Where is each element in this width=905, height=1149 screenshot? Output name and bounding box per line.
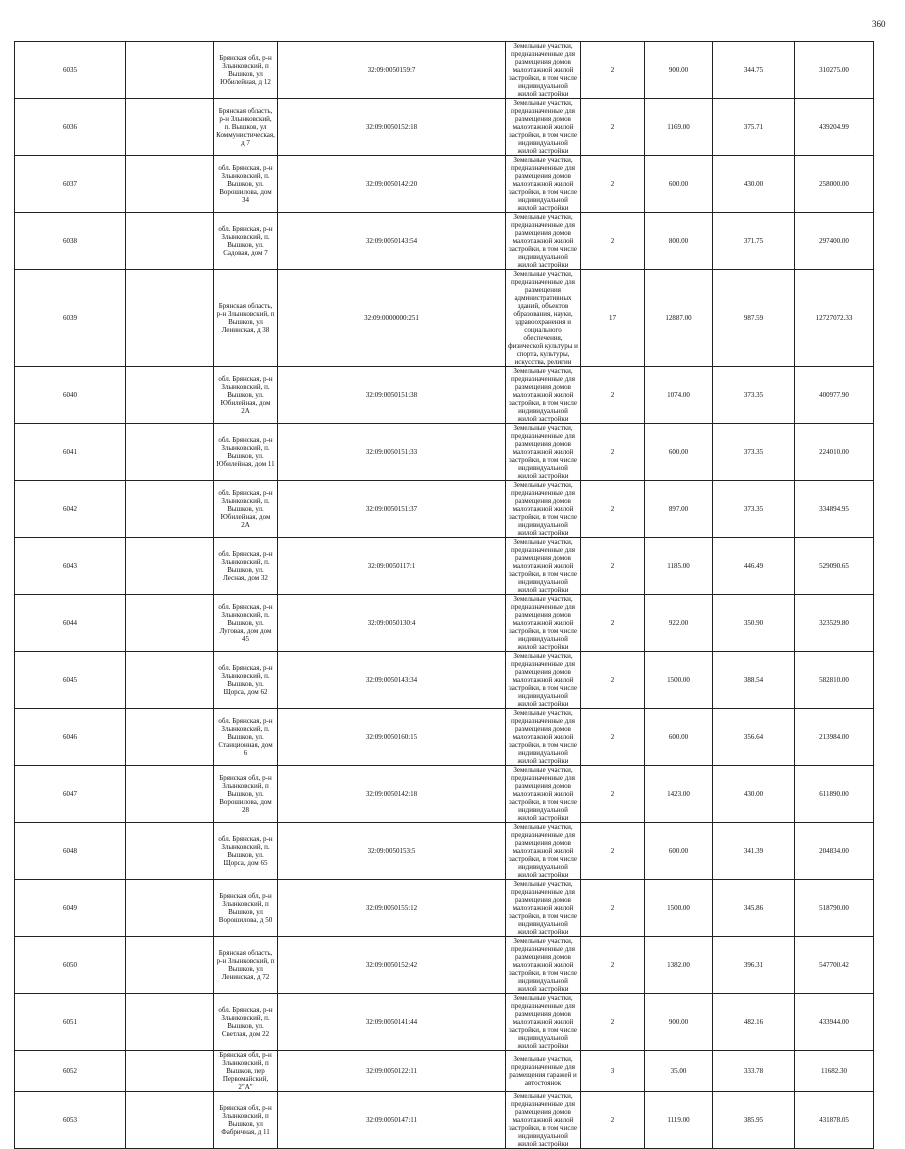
row-number-cell: 6052 xyxy=(15,1051,126,1092)
use-group-cell: 2 xyxy=(581,367,645,424)
specific-value-cell: 345.86 xyxy=(713,880,795,937)
land-use-purpose-cell: Земельные участки, предназначенные для размещения административных зданий, объектов образования, науки, здравоохранения и социального обеспечения, физической культуры и спорта, культуры, искусства, религии xyxy=(506,270,581,367)
row-number-cell: 6046 xyxy=(15,709,126,766)
land-use-purpose-cell: Земельные участки, предназначенные для размещения домов малоэтажной жилой застройки, в том числе индивидуальной жилой застройки xyxy=(506,99,581,156)
table-row xyxy=(15,270,874,367)
cadastral-number-cell: 32:09:0050152:18 xyxy=(278,99,506,156)
empty-cell xyxy=(126,424,214,481)
area-cell: 900.00 xyxy=(645,994,713,1051)
address-cell: обл. Брянская, р-н Злынковский, п. Вышков, ул. Юбилейная, дом 2А xyxy=(214,481,278,538)
cadastral-value-cell: 224010.00 xyxy=(795,424,874,481)
land-use-purpose-cell: Земельные участки, предназначенные для размещения домов малоэтажной жилой застройки, в том числе индивидуальной жилой застройки xyxy=(506,766,581,823)
specific-value-cell: 373.35 xyxy=(713,481,795,538)
empty-cell xyxy=(126,766,214,823)
empty-cell xyxy=(126,880,214,937)
specific-value-cell: 388.54 xyxy=(713,652,795,709)
specific-value-cell: 482.16 xyxy=(713,994,795,1051)
cadastral-number-cell: 32:09:0050130:4 xyxy=(278,595,506,652)
land-use-purpose-cell: Земельные участки, предназначенные для размещения домов малоэтажной жилой застройки, в том числе индивидуальной жилой застройки xyxy=(506,994,581,1051)
cadastral-number-cell: 32:09:0050152:42 xyxy=(278,937,506,994)
cadastral-number-cell: 32:09:0050142:20 xyxy=(278,156,506,213)
area-cell: 1185.00 xyxy=(645,538,713,595)
land-use-purpose-cell: Земельные участки, предназначенные для размещения домов малоэтажной жилой застройки, в том числе индивидуальной жилой застройки xyxy=(506,709,581,766)
cadastral-value-cell: 611890.00 xyxy=(795,766,874,823)
area-cell: 922.00 xyxy=(645,595,713,652)
land-use-purpose-cell: Земельные участки, предназначенные для размещения домов малоэтажной жилой застройки, в том числе индивидуальной жилой застройки xyxy=(506,823,581,880)
specific-value-cell: 341.39 xyxy=(713,823,795,880)
use-group-cell: 2 xyxy=(581,880,645,937)
cadastral-value-cell: 431878.05 xyxy=(795,1092,874,1149)
cadastral-number-cell: 32:09:0050151:37 xyxy=(278,481,506,538)
area-cell: 900.00 xyxy=(645,42,713,99)
specific-value-cell: 350.90 xyxy=(713,595,795,652)
row-number-cell: 6053 xyxy=(15,1092,126,1149)
cadastral-value-cell: 310275.00 xyxy=(795,42,874,99)
cadastral-value-cell: 204834.00 xyxy=(795,823,874,880)
address-cell: обл. Брянская, р-н Злынковский, п. Вышков, ул. Щорса, дом 62 xyxy=(214,652,278,709)
cadastral-value-cell: 297400.00 xyxy=(795,213,874,270)
table-row xyxy=(15,652,874,709)
specific-value-cell: 333.78 xyxy=(713,1051,795,1092)
address-cell: обл. Брянская, р-н Злынковский, п. Вышков, ул. Юбилейная, дом 11 xyxy=(214,424,278,481)
address-cell: Брянская обл, р-н Злынковский, п Вышков, пер Первомайский, 2"А" xyxy=(214,1051,278,1092)
use-group-cell: 2 xyxy=(581,42,645,99)
address-cell: Брянская обл, р-н Злынковский, п Вышков, ул Ворошилова, д 50 xyxy=(214,880,278,937)
cadastral-number-cell: 32:09:0050143:54 xyxy=(278,213,506,270)
land-use-purpose-cell: Земельные участки, предназначенные для размещения домов малоэтажной жилой застройки, в том числе индивидуальной жилой застройки xyxy=(506,595,581,652)
address-cell: обл. Брянская, р-н Злынковский, п. Вышков, ул. Юбилейная, дом 2А xyxy=(214,367,278,424)
specific-value-cell: 430.00 xyxy=(713,766,795,823)
cadastral-number-cell: 32:09:0000000:251 xyxy=(278,270,506,367)
empty-cell xyxy=(126,709,214,766)
empty-cell xyxy=(126,99,214,156)
use-group-cell: 2 xyxy=(581,994,645,1051)
address-cell: обл. Брянская, р-н Злынковский, п. Вышков, ул. Станционная, дом 6 xyxy=(214,709,278,766)
cadastral-value-cell: 582810.00 xyxy=(795,652,874,709)
land-use-purpose-cell: Земельные участки, предназначенные для размещения домов малоэтажной жилой застройки, в том числе индивидуальной жилой застройки xyxy=(506,156,581,213)
cadastral-value-cell: 547700.42 xyxy=(795,937,874,994)
specific-value-cell: 396.31 xyxy=(713,937,795,994)
cadastral-value-cell: 400977.90 xyxy=(795,367,874,424)
empty-cell xyxy=(126,595,214,652)
use-group-cell: 2 xyxy=(581,937,645,994)
row-number-cell: 6049 xyxy=(15,880,126,937)
address-cell: обл. Брянская, р-н Злынковский, п. Вышков, ул. Луговая, дом дом 45 xyxy=(214,595,278,652)
area-cell: 600.00 xyxy=(645,709,713,766)
table-row xyxy=(15,823,874,880)
area-cell: 1500.00 xyxy=(645,880,713,937)
table-row xyxy=(15,42,874,99)
land-use-purpose-cell: Земельные участки, предназначенные для размещения домов малоэтажной жилой застройки, в том числе индивидуальной жилой застройки xyxy=(506,880,581,937)
registry-body xyxy=(15,42,874,1149)
table-row xyxy=(15,1092,874,1149)
land-plot-registry-table xyxy=(14,41,874,1149)
cadastral-number-cell: 32:09:0050142:18 xyxy=(278,766,506,823)
row-number-cell: 6041 xyxy=(15,424,126,481)
specific-value-cell: 373.35 xyxy=(713,424,795,481)
table-row xyxy=(15,595,874,652)
cadastral-value-cell: 323529.80 xyxy=(795,595,874,652)
empty-cell xyxy=(126,994,214,1051)
cadastral-number-cell: 32:09:0050151:38 xyxy=(278,367,506,424)
table-row xyxy=(15,99,874,156)
cadastral-number-cell: 32:09:0050151:33 xyxy=(278,424,506,481)
page-number: 360 xyxy=(872,19,886,29)
cadastral-value-cell: 258000.00 xyxy=(795,156,874,213)
use-group-cell: 2 xyxy=(581,99,645,156)
row-number-cell: 6039 xyxy=(15,270,126,367)
cadastral-number-cell: 32:09:0050155:12 xyxy=(278,880,506,937)
cadastral-number-cell: 32:09:0050122:11 xyxy=(278,1051,506,1092)
address-cell: Брянская обл, р-н Злынковский, п Вышков, ул Юбилейная, д 12 xyxy=(214,42,278,99)
use-group-cell: 2 xyxy=(581,709,645,766)
table-row xyxy=(15,994,874,1051)
cadastral-value-cell: 11682.30 xyxy=(795,1051,874,1092)
empty-cell xyxy=(126,213,214,270)
address-cell: обл. Брянская, р-н Злынковский, п. Вышков, ул. Лесная, дом 32 xyxy=(214,538,278,595)
cadastral-number-cell: 32:09:0050143:34 xyxy=(278,652,506,709)
cadastral-number-cell: 32:09:0050153:5 xyxy=(278,823,506,880)
land-use-purpose-cell: Земельные участки, предназначенные для размещения домов малоэтажной жилой застройки, в том числе индивидуальной жилой застройки xyxy=(506,1092,581,1149)
land-use-purpose-cell: Земельные участки, предназначенные для размещения домов малоэтажной жилой застройки, в том числе индивидуальной жилой застройки xyxy=(506,652,581,709)
cadastral-value-cell: 529090.65 xyxy=(795,538,874,595)
area-cell: 35.00 xyxy=(645,1051,713,1092)
table-row xyxy=(15,538,874,595)
use-group-cell: 2 xyxy=(581,481,645,538)
empty-cell xyxy=(126,1051,214,1092)
empty-cell xyxy=(126,156,214,213)
row-number-cell: 6044 xyxy=(15,595,126,652)
land-use-purpose-cell: Земельные участки, предназначенные для размещения домов малоэтажной жилой застройки, в том числе индивидуальной жилой застройки xyxy=(506,213,581,270)
specific-value-cell: 344.75 xyxy=(713,42,795,99)
land-use-purpose-cell: Земельные участки, предназначенные для размещения домов малоэтажной жилой застройки, в том числе индивидуальной жилой застройки xyxy=(506,538,581,595)
use-group-cell: 2 xyxy=(581,424,645,481)
row-number-cell: 6048 xyxy=(15,823,126,880)
empty-cell xyxy=(126,1092,214,1149)
empty-cell xyxy=(126,367,214,424)
table-row xyxy=(15,937,874,994)
address-cell: обл. Брянская, р-н Злынковский, п. Вышков, ул. Щорса, дом 65 xyxy=(214,823,278,880)
use-group-cell: 2 xyxy=(581,652,645,709)
address-cell: обл. Брянская, р-н Злынковский, п. Вышков, ул. Садовая, дом 7 xyxy=(214,213,278,270)
empty-cell xyxy=(126,937,214,994)
specific-value-cell: 430.00 xyxy=(713,156,795,213)
table-row xyxy=(15,213,874,270)
table-row xyxy=(15,709,874,766)
area-cell: 600.00 xyxy=(645,156,713,213)
land-use-purpose-cell: Земельные участки, предназначенные для размещения домов малоэтажной жилой застройки, в том числе индивидуальной жилой застройки xyxy=(506,424,581,481)
specific-value-cell: 373.35 xyxy=(713,367,795,424)
address-cell: обл. Брянская, р-н Злынковский, п. Вышков, ул. Светлая, дом 22 xyxy=(214,994,278,1051)
row-number-cell: 6036 xyxy=(15,99,126,156)
specific-value-cell: 446.49 xyxy=(713,538,795,595)
table-row xyxy=(15,880,874,937)
address-cell: Брянская область, р-н Злынковский, п Вышков, ул Ленинская, д 72 xyxy=(214,937,278,994)
row-number-cell: 6035 xyxy=(15,42,126,99)
use-group-cell: 17 xyxy=(581,270,645,367)
empty-cell xyxy=(126,481,214,538)
table-row xyxy=(15,424,874,481)
land-use-purpose-cell: Земельные участки, предназначенные для размещения гаражей и автостоянок xyxy=(506,1051,581,1092)
area-cell: 600.00 xyxy=(645,424,713,481)
cadastral-number-cell: 32:09:0050159:7 xyxy=(278,42,506,99)
cadastral-value-cell: 12727072.33 xyxy=(795,270,874,367)
empty-cell xyxy=(126,42,214,99)
area-cell: 1382.00 xyxy=(645,937,713,994)
area-cell: 1074.00 xyxy=(645,367,713,424)
table-row xyxy=(15,481,874,538)
address-cell: Брянская область, р-н Злынковский, п Вышков, ул Ленинская, д 38 xyxy=(214,270,278,367)
area-cell: 1423.00 xyxy=(645,766,713,823)
empty-cell xyxy=(126,823,214,880)
empty-cell xyxy=(126,270,214,367)
specific-value-cell: 987.59 xyxy=(713,270,795,367)
table-row xyxy=(15,1051,874,1092)
row-number-cell: 6037 xyxy=(15,156,126,213)
area-cell: 1500.00 xyxy=(645,652,713,709)
specific-value-cell: 375.71 xyxy=(713,99,795,156)
use-group-cell: 2 xyxy=(581,766,645,823)
row-number-cell: 6042 xyxy=(15,481,126,538)
specific-value-cell: 371.75 xyxy=(713,213,795,270)
area-cell: 12887.00 xyxy=(645,270,713,367)
cadastral-value-cell: 518790.00 xyxy=(795,880,874,937)
table-row xyxy=(15,766,874,823)
cadastral-number-cell: 32:09:0050160:15 xyxy=(278,709,506,766)
area-cell: 800.00 xyxy=(645,213,713,270)
row-number-cell: 6040 xyxy=(15,367,126,424)
row-number-cell: 6050 xyxy=(15,937,126,994)
address-cell: обл. Брянская, р-н Злынковский, п. Вышков, ул. Ворошилова, дом 34 xyxy=(214,156,278,213)
specific-value-cell: 385.95 xyxy=(713,1092,795,1149)
table-row xyxy=(15,156,874,213)
cadastral-number-cell: 32:09:0050141:44 xyxy=(278,994,506,1051)
land-use-purpose-cell: Земельные участки, предназначенные для размещения домов малоэтажной жилой застройки, в том числе индивидуальной жилой застройки xyxy=(506,42,581,99)
cadastral-number-cell: 32:09:0050117:1 xyxy=(278,538,506,595)
address-cell: Брянская обл, р-н Злынковский, п Вышков, ул Фабричная, д 11 xyxy=(214,1092,278,1149)
cadastral-value-cell: 439204.99 xyxy=(795,99,874,156)
row-number-cell: 6051 xyxy=(15,994,126,1051)
address-cell: Брянская обл, р-н Злынковский, п Вышков, ул. Ворошилова, дом 28 xyxy=(214,766,278,823)
use-group-cell: 2 xyxy=(581,156,645,213)
area-cell: 600.00 xyxy=(645,823,713,880)
use-group-cell: 2 xyxy=(581,595,645,652)
cadastral-number-cell: 32:09:0050147:11 xyxy=(278,1092,506,1149)
land-use-purpose-cell: Земельные участки, предназначенные для размещения домов малоэтажной жилой застройки, в том числе индивидуальной жилой застройки xyxy=(506,481,581,538)
cadastral-value-cell: 213984.00 xyxy=(795,709,874,766)
specific-value-cell: 356.64 xyxy=(713,709,795,766)
area-cell: 897.00 xyxy=(645,481,713,538)
cadastral-value-cell: 433944.00 xyxy=(795,994,874,1051)
use-group-cell: 2 xyxy=(581,823,645,880)
table-row xyxy=(15,367,874,424)
cadastral-value-cell: 334894.95 xyxy=(795,481,874,538)
land-use-purpose-cell: Земельные участки, предназначенные для размещения домов малоэтажной жилой застройки, в том числе индивидуальной жилой застройки xyxy=(506,937,581,994)
empty-cell xyxy=(126,538,214,595)
row-number-cell: 6043 xyxy=(15,538,126,595)
use-group-cell: 3 xyxy=(581,1051,645,1092)
use-group-cell: 2 xyxy=(581,213,645,270)
area-cell: 1119.00 xyxy=(645,1092,713,1149)
address-cell: Брянская область, р-н Злынковский, п. Вышков, ул Коммунистическая, д 7 xyxy=(214,99,278,156)
row-number-cell: 6045 xyxy=(15,652,126,709)
row-number-cell: 6038 xyxy=(15,213,126,270)
empty-cell xyxy=(126,652,214,709)
area-cell: 1169.00 xyxy=(645,99,713,156)
use-group-cell: 2 xyxy=(581,1092,645,1149)
row-number-cell: 6047 xyxy=(15,766,126,823)
land-use-purpose-cell: Земельные участки, предназначенные для размещения домов малоэтажной жилой застройки, в том числе индивидуальной жилой застройки xyxy=(506,367,581,424)
use-group-cell: 2 xyxy=(581,538,645,595)
